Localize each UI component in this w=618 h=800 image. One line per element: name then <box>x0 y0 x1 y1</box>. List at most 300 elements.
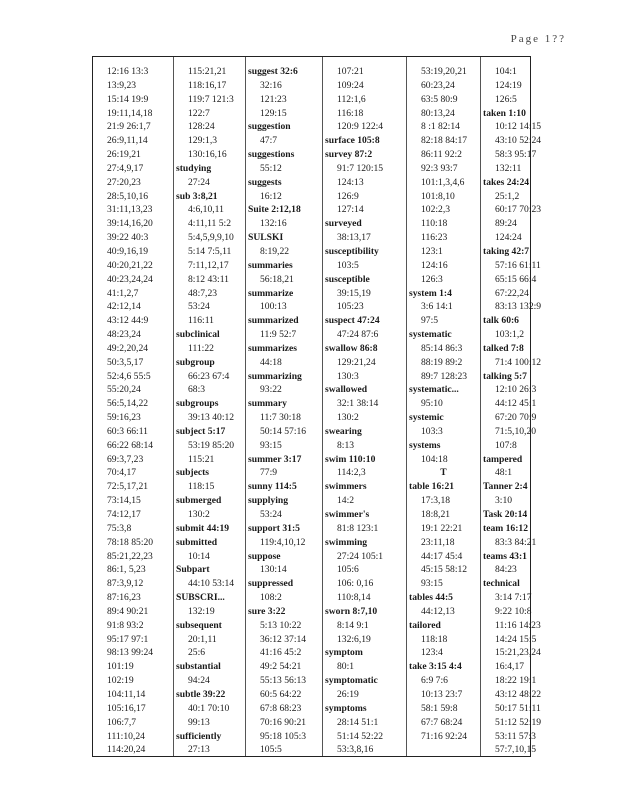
index-locator: 20:1,11 <box>188 633 217 645</box>
index-term: suggests <box>248 176 282 188</box>
index-locator: 55:13 56:13 <box>260 675 307 687</box>
index-locator: 52:4,6 55:5 <box>107 370 151 382</box>
index-locator: 44:12,13 <box>421 605 455 617</box>
index-term: summer 3:17 <box>248 453 302 465</box>
index-term: teams 43:1 <box>483 550 527 562</box>
index-term: tampered <box>483 453 523 465</box>
index-column-3 <box>245 57 322 756</box>
index-locator: 45:15 58:12 <box>421 564 468 576</box>
index-term: suggestion <box>248 121 291 133</box>
index-locator: 104:1 <box>495 66 517 77</box>
index-locator: 118:16,17 <box>188 79 227 91</box>
index-locator: 70:16 90:21 <box>260 716 307 728</box>
index-term: systematic <box>409 329 452 341</box>
index-term: talking 5:7 <box>483 370 527 382</box>
index-locator: 103:1,2 <box>495 329 525 341</box>
index-locator: 8:13 <box>337 439 355 451</box>
index-term: suppressed <box>248 578 294 590</box>
index-locator: 12:10 26:3 <box>495 384 537 396</box>
index-locator: 4:11,11 5:2 <box>188 218 231 230</box>
index-column-4 <box>322 57 406 756</box>
index-term: system 1:4 <box>409 287 452 299</box>
index-term: submit 44:19 <box>176 522 230 534</box>
index-term: subjects <box>176 467 210 479</box>
index-term: takes 24:24 <box>483 176 530 188</box>
index-locator: 48:23,24 <box>107 329 141 341</box>
index-locator: 132:16 <box>260 218 287 230</box>
index-locator: 128:24 <box>188 121 215 133</box>
index-locator: 132:11 <box>495 162 522 174</box>
index-term: sufficiently <box>176 730 222 742</box>
index-term: sunny 114:5 <box>248 481 297 493</box>
index-locator: 16:12 <box>260 190 282 202</box>
index-locator: 47:7 <box>260 135 278 147</box>
index-locator: 111:22 <box>188 342 214 354</box>
index-letter-heading: T <box>440 467 447 479</box>
index-locator: 19:1 22:21 <box>421 522 463 534</box>
index-term: swimmers <box>325 481 367 493</box>
index-term: systems <box>409 439 441 451</box>
index-locator: 119:7 121:3 <box>188 93 234 105</box>
index-locator: 15:14 19:9 <box>107 93 149 105</box>
index-term: swallowed <box>325 384 368 396</box>
index-locator: 57:7,10,15 <box>495 744 537 756</box>
index-locator: 72:5,17,21 <box>107 481 149 493</box>
index-locator: 74:12,17 <box>107 509 141 520</box>
index-locator: 97:5 <box>421 315 439 327</box>
index-locator: 42:12,14 <box>107 301 141 313</box>
index-locator: 51:14 52:22 <box>337 730 384 742</box>
index-locator: 15:21,23,24 <box>495 647 541 659</box>
index-locator: 116:11 <box>188 315 214 327</box>
index-locator: 94:24 <box>188 675 210 687</box>
index-term: subgroups <box>176 398 219 410</box>
index-locator: 71:4 100:12 <box>495 356 542 368</box>
index-locator: 89:4 90:21 <box>107 605 149 617</box>
index-locator: 27:13 <box>188 744 210 756</box>
index-locator: 105:5 <box>260 744 282 756</box>
index-locator: 120:9 122:4 <box>337 121 384 133</box>
index-locator: 58:3 95:17 <box>495 149 537 161</box>
index-locator: 87:16,23 <box>107 592 141 604</box>
index-locator: 14:24 15:5 <box>495 633 537 645</box>
index-locator: 53:19 85:20 <box>188 439 235 451</box>
index-locator: 129:1,3 <box>188 135 218 147</box>
index-locator: 78:18 85:20 <box>107 536 154 548</box>
index-locator: 60:23,24 <box>421 79 455 91</box>
index-locator: 114:20,24 <box>107 744 146 756</box>
index-term: symptomatic <box>325 675 378 687</box>
index-locator: 105:16,17 <box>107 702 146 714</box>
index-term: submerged <box>176 495 222 507</box>
index-locator: 10:12 14:15 <box>495 121 542 133</box>
index-locator: 66:23 67:4 <box>188 370 230 382</box>
index-locator: 3:10 <box>495 495 513 507</box>
index-locator: 89:24 <box>495 218 517 230</box>
index-locator: 92:3 93:7 <box>421 162 458 174</box>
index-locator: 25:1,2 <box>495 190 520 202</box>
index-term: swallow 86:8 <box>325 342 378 354</box>
index-locator: 115:21,21 <box>188 66 227 77</box>
index-locator: 82:18 84:17 <box>421 135 468 147</box>
index-locator: 50:17 51:11 <box>495 702 541 714</box>
index-locator: 101:1,3,4,6 <box>421 176 465 188</box>
index-locator: 26:9,11,14 <box>107 135 148 147</box>
index-term: suppose <box>248 550 281 562</box>
index-locator: 39:13 40:12 <box>188 412 235 424</box>
index-locator: 67:22,24 <box>495 287 529 299</box>
index-locator: 71:16 92:24 <box>421 730 468 742</box>
index-locator: 43:10 52:24 <box>495 135 542 147</box>
index-term: Tanner 2:4 <box>483 481 528 493</box>
index-locator: 28:5,10,16 <box>107 190 149 202</box>
index-locator: 85:14 86:3 <box>421 342 463 354</box>
index-locator: 93:22 <box>260 384 282 396</box>
index-locator: 57:16 61:11 <box>495 259 541 271</box>
index-locator: 95:10 <box>421 398 443 410</box>
index-term: Suite 2:12,18 <box>248 204 301 216</box>
index-column-2 <box>173 57 245 756</box>
index-term: talked 7:8 <box>483 342 524 354</box>
index-term: summary <box>248 398 287 410</box>
index-locator: 60:17 70:23 <box>495 204 542 216</box>
index-locator: 107:8 <box>495 439 517 451</box>
index-locator: 130:14 <box>260 564 287 576</box>
index-locator: 129:15 <box>260 107 287 119</box>
index-locator: 80:1 <box>337 661 355 673</box>
index-term: summarized <box>248 315 299 327</box>
index-term: subtle 39:22 <box>176 688 226 700</box>
index-locator: 98:13 99:24 <box>107 647 154 659</box>
index-locator: 5:13 10:22 <box>260 619 302 631</box>
index-locator: 10:14 <box>188 550 210 562</box>
index-locator: 126:3 <box>421 273 443 285</box>
index-term: SULSKI <box>248 232 284 244</box>
index-locator: 3:14 7:17 <box>495 592 532 604</box>
index-locator: 65:15 66:4 <box>495 273 537 285</box>
index-locator: 106:7,7 <box>107 716 137 728</box>
index-term: swim 110:10 <box>325 453 376 465</box>
index-locator: 17:3,18 <box>421 495 451 507</box>
index-term: systemic <box>409 412 444 424</box>
index-locator: 129:21,24 <box>337 356 376 368</box>
index-term: suspect 47:24 <box>325 315 380 327</box>
index-locator: 119:4,10,12 <box>260 536 306 548</box>
index-locator: 108:2 <box>260 592 282 604</box>
index-locator: 124:13 <box>337 176 364 188</box>
index-term: summarizing <box>248 370 302 382</box>
index-locator: 118:18 <box>421 633 448 645</box>
index-locator: 130:16,16 <box>188 149 227 161</box>
index-term: team 16:12 <box>483 522 529 534</box>
index-locator: 95:17 97:1 <box>107 633 149 645</box>
index-locator: 40:1 70:10 <box>188 702 230 714</box>
index-locator: 8:14 9:1 <box>337 619 369 631</box>
index-locator: 104:11,14 <box>107 688 146 700</box>
index-term: subsequent <box>176 619 222 631</box>
index-term: subgroup <box>176 356 215 368</box>
index-locator: 41:1,2,7 <box>107 287 139 299</box>
index-term: taken 1:10 <box>483 107 526 119</box>
index-locator: 93:15 <box>421 578 443 590</box>
index-locator: 21:9 26:1,7 <box>107 121 151 133</box>
index-locator: 104:18 <box>421 453 448 465</box>
index-locator: 27:24 105:1 <box>337 550 384 562</box>
index-locator: 11:16 14:23 <box>495 619 541 631</box>
index-locator: 50:3,5,17 <box>107 356 144 368</box>
index-locator: 109:24 <box>337 79 364 91</box>
index-locator: 41:16 45:2 <box>260 647 302 659</box>
index-locator: 43:12 44:9 <box>107 315 149 327</box>
index-term: suggestions <box>248 149 295 161</box>
index-term: taking 42:7 <box>483 245 530 257</box>
index-locator: 5:14 7:5,11 <box>188 245 232 257</box>
index-locator: 102:19 <box>107 675 134 687</box>
index-term: surveyed <box>325 218 362 230</box>
index-locator: 53:24 <box>260 509 282 520</box>
index-locator: 89:7 128:23 <box>421 370 468 382</box>
index-term: summarizes <box>248 342 298 354</box>
index-table <box>92 56 542 757</box>
index-locator: 112:1,6 <box>337 93 366 105</box>
index-locator: 53:19,20,21 <box>421 66 467 77</box>
index-locator: 124:16 <box>421 259 448 271</box>
index-locator: 49:2,20,24 <box>107 342 149 354</box>
index-term: tables 44:5 <box>409 592 453 604</box>
index-locator: 91:8 93:2 <box>107 619 144 631</box>
index-locator: 32:1 38:14 <box>337 398 379 410</box>
index-term: table 16:21 <box>409 481 455 493</box>
index-term: susceptibility <box>325 245 379 257</box>
index-term: substantial <box>176 661 221 673</box>
index-term: surface 105:8 <box>325 135 380 147</box>
index-locator: 111:10,24 <box>107 730 145 742</box>
index-term: swimming <box>325 536 368 548</box>
index-column-6 <box>480 57 542 756</box>
index-locator: 40:23,24,24 <box>107 273 153 285</box>
index-locator: 123:1 <box>421 245 443 257</box>
index-locator: 44:12 45:1 <box>495 398 537 410</box>
index-locator: 100:13 <box>260 301 287 313</box>
index-term: technical <box>483 578 520 590</box>
index-locator: 40:20,21,22 <box>107 259 153 271</box>
index-locator: 16:4,17 <box>495 661 525 673</box>
index-locator: 107:21 <box>337 66 364 77</box>
index-locator: 26:19,21 <box>107 149 141 161</box>
index-locator: 19:11,14,18 <box>107 107 153 119</box>
index-locator: 13:9,23 <box>107 79 137 91</box>
index-locator: 115:21 <box>188 453 215 465</box>
index-locator: 27:24 <box>188 176 210 188</box>
index-locator: 93:15 <box>260 439 282 451</box>
index-locator: 116:23 <box>421 232 448 244</box>
index-locator: 87:3,9,12 <box>107 578 144 590</box>
index-locator: 103:5 <box>337 259 359 271</box>
index-locator: 110:8,14 <box>337 592 371 604</box>
index-locator: 58:1 59:8 <box>421 702 458 714</box>
index-column-1 <box>93 57 173 756</box>
index-locator: 44:18 <box>260 356 282 368</box>
index-locator: 67:7 68:24 <box>421 716 463 728</box>
index-locator: 99:13 <box>188 716 210 728</box>
index-locator: 95:18 105:3 <box>260 730 307 742</box>
index-locator: 70:4,17 <box>107 467 137 479</box>
index-locator: 86:11 92:2 <box>421 149 462 161</box>
index-locator: 63:5 80:9 <box>421 93 458 105</box>
index-term: summarize <box>248 287 294 299</box>
index-column-5 <box>406 57 480 756</box>
index-locator: 39:14,16,20 <box>107 218 153 230</box>
index-locator: 18:22 19:1 <box>495 675 537 687</box>
index-locator: 26:19 <box>337 688 359 700</box>
index-locator: 55:20,24 <box>107 384 141 396</box>
index-locator: 130:2 <box>188 509 210 520</box>
index-locator: 8 :1 82:14 <box>421 121 460 133</box>
index-locator: 83:13 132:9 <box>495 301 542 313</box>
index-locator: 59:16,23 <box>107 412 141 424</box>
index-locator: 14:2 <box>337 495 355 507</box>
index-locator: 81:8 123:1 <box>337 522 379 534</box>
index-locator: 116:18 <box>337 107 364 119</box>
index-locator: 8:12 43:11 <box>188 273 229 285</box>
index-locator: 101:8,10 <box>421 190 455 202</box>
index-locator: 11:9 52:7 <box>260 329 297 341</box>
index-locator: 67:20 70:9 <box>495 412 537 424</box>
index-locator: 126:5 <box>495 93 517 105</box>
index-locator: 130:2 <box>337 412 359 424</box>
index-locator: 32:16 <box>260 79 282 91</box>
index-locator: 114:2,3 <box>337 467 366 479</box>
index-locator: 25:6 <box>188 647 206 659</box>
index-locator: 60:5 64:22 <box>260 688 302 700</box>
index-locator: 36:12 37:14 <box>260 633 307 645</box>
index-term: subclinical <box>176 329 220 341</box>
index-locator: 122:7 <box>188 107 210 119</box>
index-locator: 48:7,23 <box>188 287 218 299</box>
index-locator: 56:5,14,22 <box>107 398 149 410</box>
index-term: sub 3:8,21 <box>176 190 218 202</box>
index-locator: 53:11 57:3 <box>495 730 536 742</box>
index-term: symptoms <box>325 702 367 714</box>
index-locator: 110:18 <box>421 218 448 230</box>
index-locator: 3:6 14:1 <box>421 301 453 313</box>
index-locator: 102:2,3 <box>421 204 451 216</box>
index-locator: 106: 0,16 <box>337 578 374 590</box>
index-locator: 27:20,23 <box>107 176 141 188</box>
index-locator: 23:11,18 <box>421 536 455 548</box>
index-locator: 28:14 51:1 <box>337 716 379 728</box>
index-locator: 40:9,16,19 <box>107 245 149 257</box>
index-locator: 66:22 68:14 <box>107 439 154 451</box>
index-locator: 91:7 120:15 <box>337 162 384 174</box>
index-locator: 80:13,24 <box>421 107 455 119</box>
index-locator: 73:14,15 <box>107 495 141 507</box>
index-locator: 132:6,19 <box>337 633 371 645</box>
index-locator: 43:12 48:22 <box>495 688 542 700</box>
index-locator: 124:24 <box>495 232 522 244</box>
index-locator: 85:21,22,23 <box>107 550 153 562</box>
index-term: systematic... <box>409 384 459 396</box>
page-number: Page 1?? <box>510 33 566 45</box>
index-locator: 121:23 <box>260 93 287 105</box>
index-locator: 105:23 <box>337 301 364 313</box>
index-locator: 8:19,22 <box>260 245 290 257</box>
index-term: tailored <box>409 619 441 631</box>
index-locator: 105:6 <box>337 564 359 576</box>
index-locator: 53:3,8,16 <box>337 744 374 756</box>
index-locator: 44:17 45:4 <box>421 550 463 562</box>
index-locator: 84:23 <box>495 564 517 576</box>
index-locator: 44:10 53:14 <box>188 578 235 590</box>
index-locator: 49:2 54:21 <box>260 661 302 673</box>
index-locator: 71:5,10,20 <box>495 425 537 437</box>
index-locator: 77:9 <box>260 467 278 479</box>
index-locator: 69:3,7,23 <box>107 453 144 465</box>
index-locator: 55:12 <box>260 162 282 174</box>
index-locator: 68:3 <box>188 384 206 396</box>
index-term: suggest 32:6 <box>248 66 298 77</box>
index-locator: 50:14 57:16 <box>260 425 307 437</box>
index-locator: 27:4,9,17 <box>107 162 144 174</box>
index-locator: 67:8 68:23 <box>260 702 302 714</box>
index-locator: 48:1 <box>495 467 513 479</box>
index-locator: 118:15 <box>188 481 215 493</box>
index-locator: 51:12 52:19 <box>495 716 542 728</box>
index-locator: 75:3,8 <box>107 522 132 534</box>
index-term: summaries <box>248 259 293 271</box>
index-term: SUBSCRI... <box>176 592 225 604</box>
index-term: swearing <box>325 425 362 437</box>
index-term: swimmer's <box>325 509 370 520</box>
index-term: survey 87:2 <box>325 149 373 161</box>
index-locator: 12:16 13:3 <box>107 66 149 77</box>
index-locator: 83:3 84:21 <box>495 536 537 548</box>
index-locator: 39:22 40:3 <box>107 232 149 244</box>
index-term: sworn 8:7,10 <box>325 605 378 617</box>
index-locator: 11:7 30:18 <box>260 412 301 424</box>
index-term: submitted <box>176 536 218 548</box>
index-locator: 10:13 23:7 <box>421 688 463 700</box>
index-locator: 4:6,10,11 <box>188 204 224 216</box>
index-locator: 130:3 <box>337 370 359 382</box>
index-locator: 132:19 <box>188 605 215 617</box>
index-term: take 3:15 4:4 <box>409 661 462 673</box>
index-locator: 47:24 87:6 <box>337 329 379 341</box>
index-locator: 126:9 <box>337 190 359 202</box>
index-term: supplying <box>248 495 289 507</box>
index-locator: 38:13,17 <box>337 232 371 244</box>
index-locator: 88:19 89:2 <box>421 356 463 368</box>
index-term: support 31:5 <box>248 522 300 534</box>
index-locator: 5:4,5,9,9,10 <box>188 232 234 244</box>
index-locator: 101:19 <box>107 661 134 673</box>
index-locator: 7:11,12,17 <box>188 259 229 271</box>
index-locator: 18:8,21 <box>421 509 451 520</box>
index-term: sure 3:22 <box>248 605 286 617</box>
index-locator: 9:22 10:8 <box>495 605 532 617</box>
index-term: symptom <box>325 647 363 659</box>
index-locator: 53:24 <box>188 301 210 313</box>
index-locator: 60:3 66:11 <box>107 425 148 437</box>
index-term: susceptible <box>325 273 370 285</box>
index-locator: 31:11,13,23 <box>107 204 153 216</box>
index-term: Subpart <box>176 564 210 576</box>
index-locator: 124:19 <box>495 79 522 91</box>
index-locator: 103:3 <box>421 425 443 437</box>
index-locator: 123:4 <box>421 647 443 659</box>
index-locator: 39:15,19 <box>337 287 371 299</box>
index-term: Task 20:14 <box>483 509 528 520</box>
